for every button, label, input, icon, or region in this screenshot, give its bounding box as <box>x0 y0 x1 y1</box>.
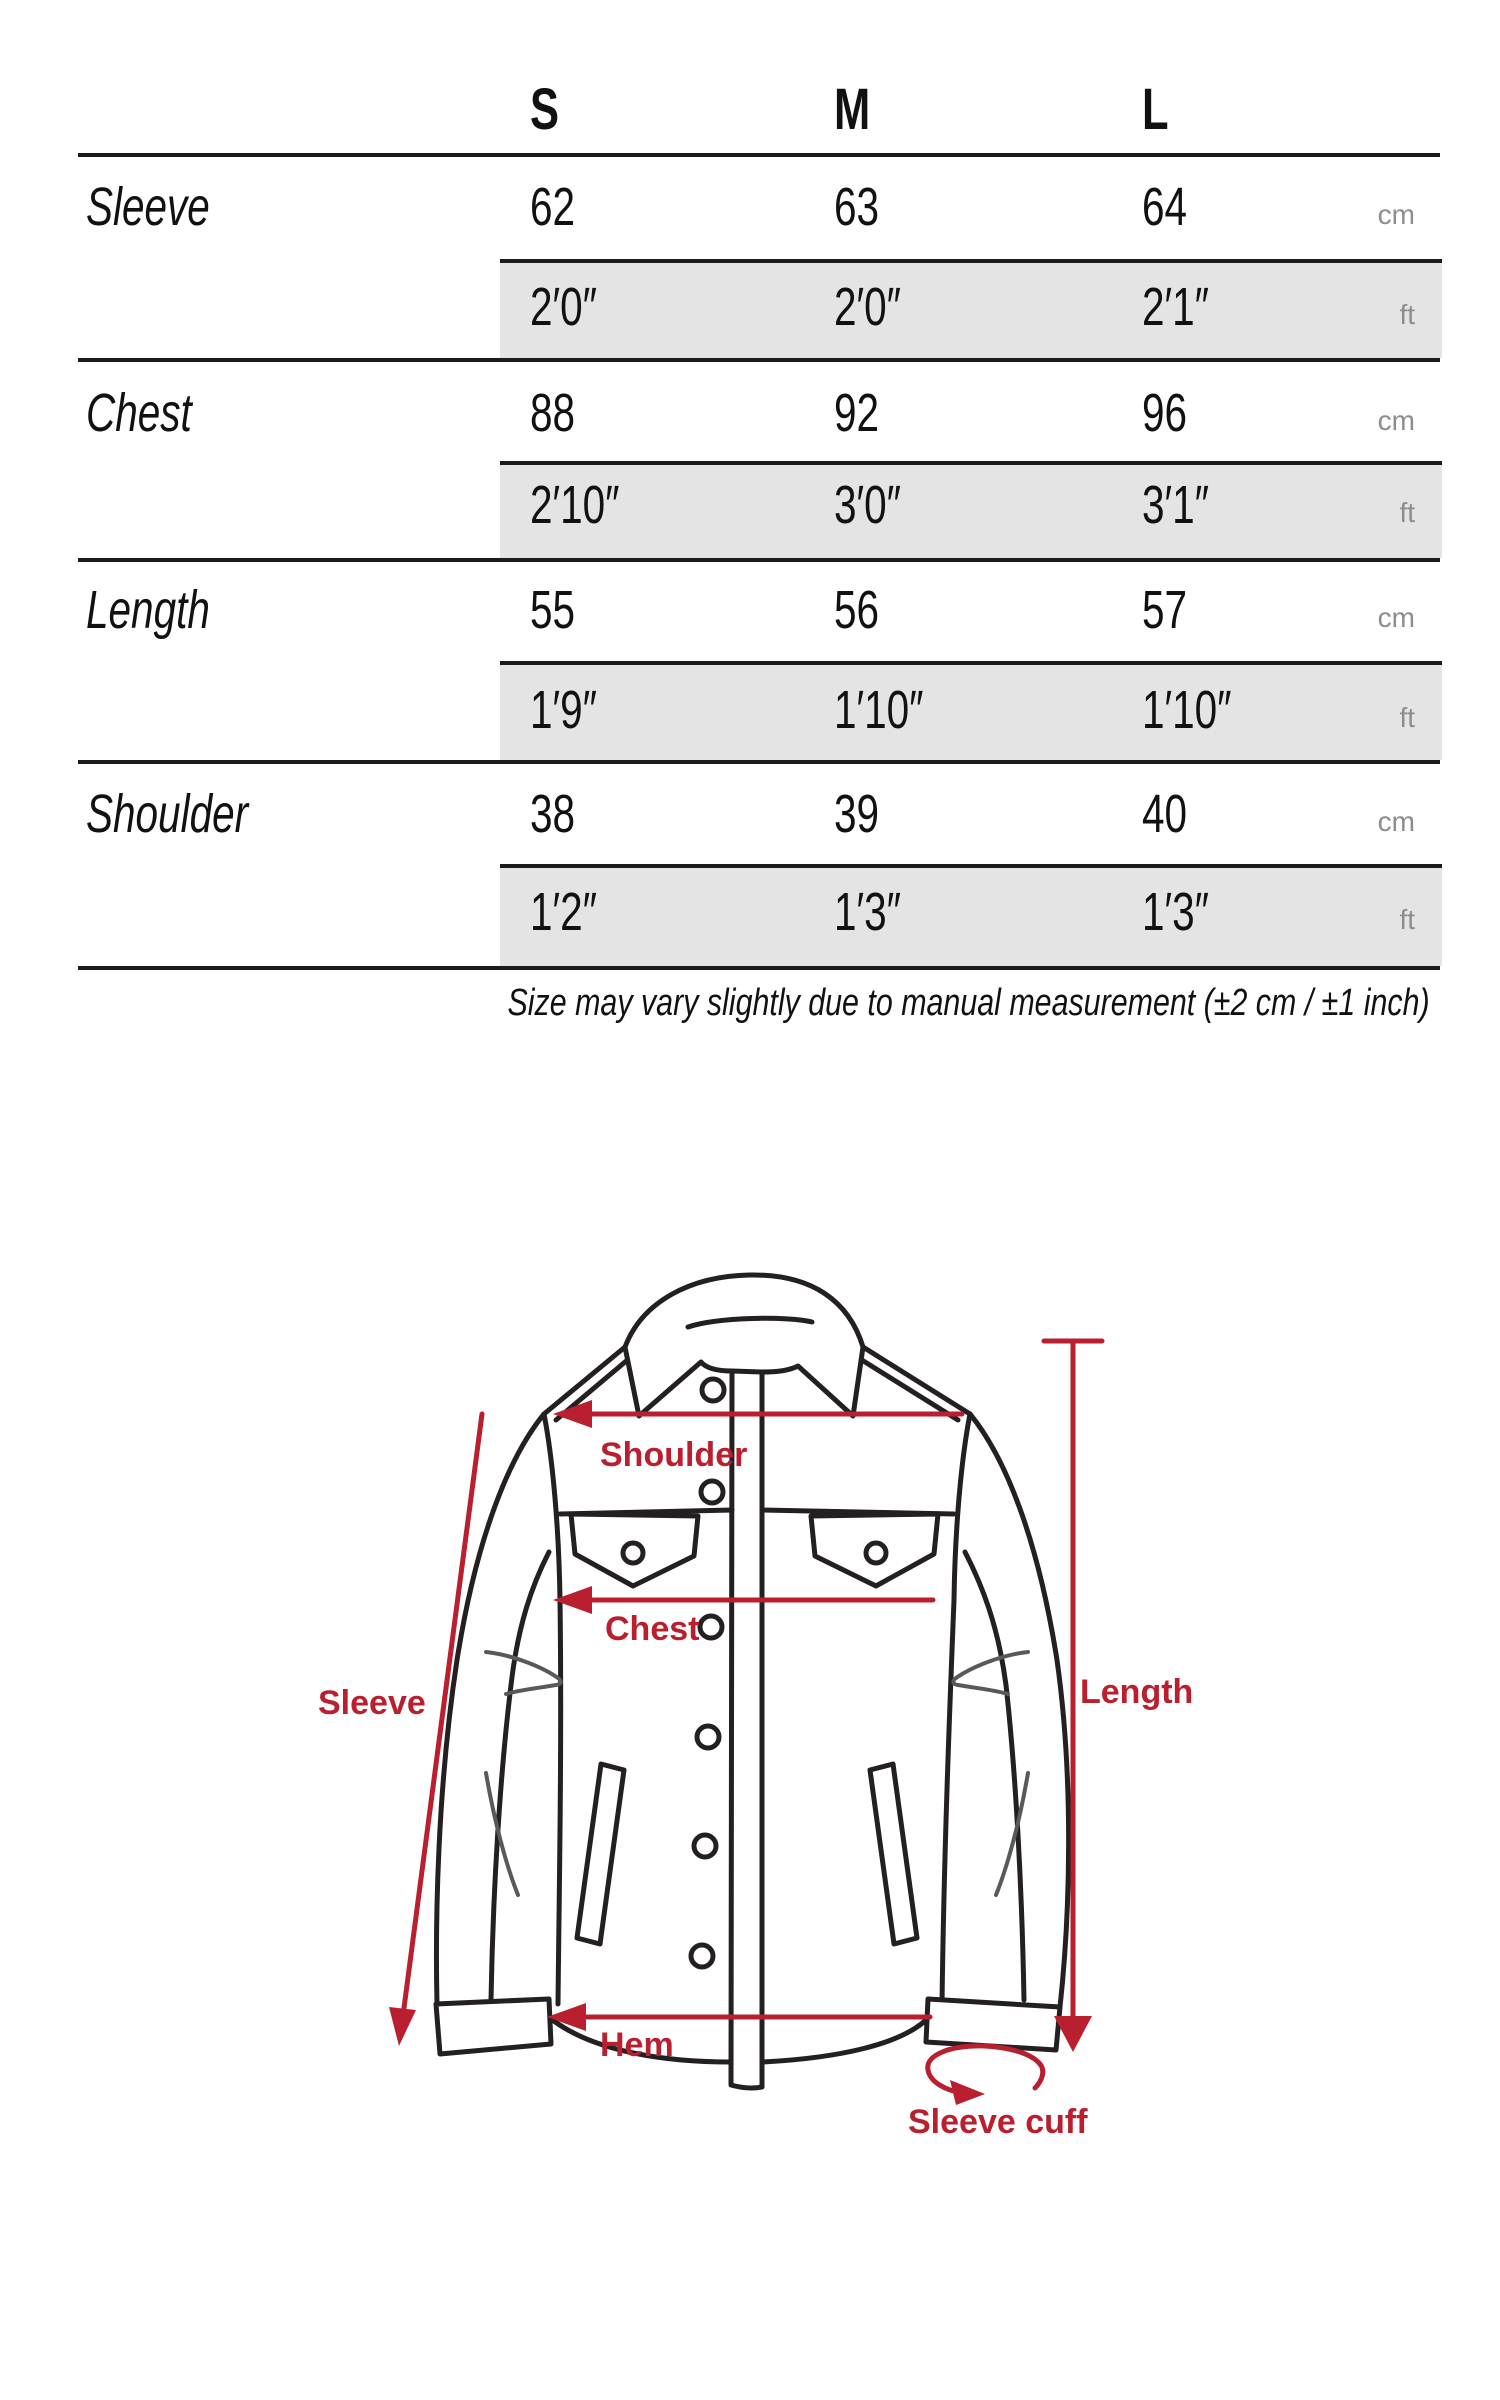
divider <box>500 661 1442 665</box>
cell: 2′1″ <box>1142 277 1209 337</box>
table-row-shoulder-cm <box>78 774 1440 854</box>
row-label: Shoulder <box>86 784 249 844</box>
cell: 56 <box>834 580 880 640</box>
table-row-length-ft <box>78 670 1440 750</box>
row-label: Length <box>86 580 210 640</box>
left-elbow-crease <box>486 1652 561 1694</box>
left-sleeve-underseam <box>491 1552 549 2000</box>
button <box>701 1481 723 1503</box>
table-row-shoulder-ft <box>78 872 1440 952</box>
cell: 57 <box>1142 580 1188 640</box>
cell: 1′3″ <box>834 882 901 942</box>
sleeve-arrowhead-icon <box>389 2007 416 2046</box>
unit-label-ft: ft <box>1399 904 1415 935</box>
body-right-edge <box>942 1414 970 2004</box>
chest-label: Chest <box>605 1610 700 1648</box>
divider <box>500 864 1442 868</box>
row-label: Sleeve <box>86 177 210 237</box>
cell: 38 <box>530 784 576 844</box>
shoulder-label: Shoulder <box>600 1436 748 1474</box>
cuff-loop-arrowhead-icon <box>950 2080 985 2105</box>
cell: 62 <box>530 177 576 237</box>
sleeve-cuff-label: Sleeve cuff <box>908 2103 1088 2141</box>
unit-label-cm: cm <box>1377 405 1415 436</box>
button <box>697 1726 719 1748</box>
right-welt-pocket <box>870 1764 917 1944</box>
right-sleeve-outer <box>970 1414 1069 2007</box>
body-left-edge <box>544 1414 561 2004</box>
hem-label: Hem <box>600 2026 674 2064</box>
column-header-m: M <box>834 77 871 142</box>
collar <box>625 1275 863 1416</box>
divider <box>78 558 1440 562</box>
chest-pockets <box>571 1514 938 1586</box>
table-row-chest-ft <box>78 465 1440 545</box>
right-elbow-crease <box>953 1652 1028 1694</box>
table-row-sleeve-ft <box>78 267 1440 347</box>
right-sleeve-crease <box>996 1773 1028 1895</box>
front-placket <box>731 1371 762 2088</box>
right-shoulder-seam <box>857 1347 970 1420</box>
button <box>691 1945 713 1967</box>
sleeve-label: Sleeve <box>318 1684 426 1722</box>
left-welt-pocket <box>577 1764 624 1944</box>
right-pocket-button <box>866 1543 886 1563</box>
column-header-s: S <box>530 77 560 142</box>
measurement-disclaimer: Size may vary slightly due to manual measurement (±2 cm / ±1 inch) <box>507 982 1430 1024</box>
cell: 39 <box>834 784 880 844</box>
right-sleeve-underseam <box>965 1552 1024 2000</box>
unit-label-cm: cm <box>1377 602 1415 633</box>
table-row-length-cm <box>78 570 1440 650</box>
button <box>694 1835 716 1857</box>
cell: 88 <box>530 383 576 443</box>
cell: 92 <box>834 383 880 443</box>
cell: 2′10″ <box>530 475 620 535</box>
unit-label-ft: ft <box>1399 702 1415 733</box>
left-pocket-button <box>623 1543 643 1563</box>
sleeve-cuff-loop <box>928 2046 1043 2093</box>
cell: 1′3″ <box>1142 882 1209 942</box>
cell: 64 <box>1142 177 1188 237</box>
unit-label-cm: cm <box>1377 806 1415 837</box>
cell: 1′2″ <box>530 882 597 942</box>
length-label: Length <box>1080 1673 1194 1711</box>
cell: 1′10″ <box>1142 680 1232 740</box>
cell: 2′0″ <box>530 277 597 337</box>
divider <box>500 259 1442 263</box>
divider <box>78 358 1440 362</box>
cell: 55 <box>530 580 576 640</box>
collar-shape <box>625 1275 863 1416</box>
cell: 1′9″ <box>530 680 597 740</box>
unit-label-cm: cm <box>1377 199 1415 230</box>
cell: 1′10″ <box>834 680 924 740</box>
cell: 3′0″ <box>834 475 901 535</box>
left-cuff <box>436 1999 551 2054</box>
size-table-header <box>78 70 1440 156</box>
cell: 63 <box>834 177 880 237</box>
table-row-sleeve-cm <box>78 167 1440 247</box>
cell: 40 <box>1142 784 1188 844</box>
divider <box>78 760 1440 764</box>
button <box>700 1616 722 1638</box>
left-sleeve-outer <box>436 1414 544 2004</box>
button <box>702 1379 724 1401</box>
table-row-chest-cm <box>78 373 1440 453</box>
unit-label-ft: ft <box>1399 497 1415 528</box>
column-header-l: L <box>1142 77 1169 142</box>
cell: 96 <box>1142 383 1188 443</box>
jacket-outline <box>436 1347 1068 2088</box>
right-cuff <box>926 1999 1060 2050</box>
divider <box>78 153 1440 157</box>
cell: 2′0″ <box>834 277 901 337</box>
jacket-measurement-diagram <box>0 1230 1500 2250</box>
divider <box>78 966 1440 970</box>
unit-label-ft: ft <box>1399 299 1415 330</box>
row-label: Chest <box>86 383 192 443</box>
cell: 3′1″ <box>1142 475 1209 535</box>
